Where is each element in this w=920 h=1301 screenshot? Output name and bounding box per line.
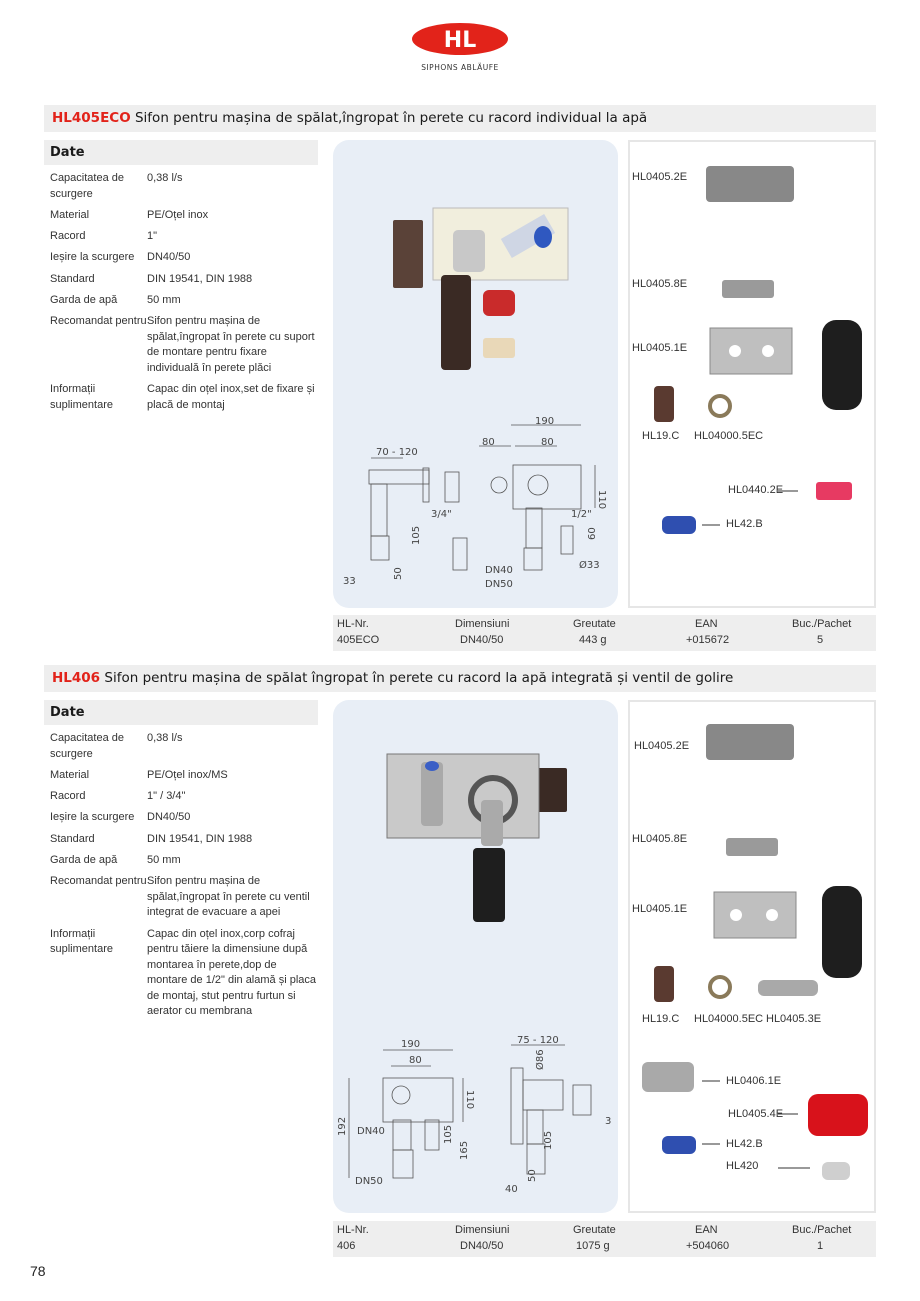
spec-row bbox=[50, 768, 318, 784]
spec-row bbox=[50, 927, 318, 1020]
accessory-image bbox=[710, 977, 730, 997]
accessories-panel bbox=[628, 700, 876, 1213]
spec-row bbox=[50, 293, 318, 309]
accessory-label: HL42.B bbox=[726, 1138, 763, 1150]
accessory-label: HL0405.8E bbox=[632, 278, 688, 290]
table-cell: DN40/50 bbox=[460, 1240, 504, 1252]
dim-label: DN50 bbox=[485, 579, 513, 590]
dim-label: 50 bbox=[393, 567, 404, 580]
spec-row bbox=[50, 250, 318, 266]
table-header: Dimensiuni bbox=[455, 1224, 510, 1236]
siphon-photo bbox=[387, 754, 567, 922]
accessory-image bbox=[822, 886, 862, 978]
dim-label: DN50 bbox=[355, 1176, 383, 1187]
brand-subtitle: SIPHONS ABLÄUFE bbox=[421, 63, 499, 72]
spec-row bbox=[50, 874, 318, 921]
dim-label: DN40 bbox=[357, 1126, 385, 1137]
accessory-label: HL0405.4E bbox=[728, 1108, 784, 1120]
accessory-image bbox=[822, 1162, 850, 1180]
spec-label: Informații suplimentare bbox=[50, 383, 113, 411]
spec-label: Ieșire la scurgere bbox=[50, 251, 135, 264]
dim-label: 110 bbox=[596, 490, 607, 510]
spec-row bbox=[50, 853, 318, 869]
product-illustration bbox=[333, 140, 618, 608]
spec-value: 1" bbox=[147, 230, 158, 243]
accessory-image bbox=[662, 1136, 696, 1154]
spec-value: DN40/50 bbox=[147, 811, 191, 824]
accessory-images bbox=[630, 702, 874, 1211]
accessory-image bbox=[722, 280, 774, 298]
drawing-dimensions bbox=[337, 1035, 611, 1195]
accessory-image bbox=[758, 980, 818, 996]
spec-label: Recomandat pentru bbox=[50, 875, 147, 888]
specs-list bbox=[50, 731, 318, 1025]
dim-label: 70 - 120 bbox=[376, 447, 418, 458]
spec-label: Racord bbox=[50, 230, 86, 243]
page-number: 78 bbox=[30, 1263, 46, 1279]
spec-value: 0,38 l/s bbox=[147, 172, 183, 184]
table-header: Greutate bbox=[573, 618, 616, 630]
table-header: HL-Nr. bbox=[337, 618, 369, 630]
accessory-label: HL0406.1E bbox=[726, 1075, 782, 1087]
accessory-image bbox=[816, 482, 852, 500]
accessory-label: HL0405.2E bbox=[632, 171, 688, 183]
dim-label: 105 bbox=[411, 525, 422, 545]
dim-label: Ø33 bbox=[579, 560, 600, 571]
dim-label: Ø86 bbox=[535, 1049, 546, 1070]
table-cell: 1 bbox=[817, 1240, 824, 1252]
accessory-label: HL04000.5EC bbox=[694, 1013, 764, 1025]
product-illustration bbox=[333, 700, 618, 1213]
siphon-photo bbox=[393, 208, 568, 370]
accessory-label: HL04000.5EC bbox=[694, 430, 764, 442]
table-cell: DN40/50 bbox=[460, 634, 504, 646]
product-title: Sifon pentru mașina de spălat,îngropat în perete cu racord individual la apă bbox=[134, 110, 648, 126]
spec-row bbox=[50, 208, 318, 224]
spec-label: Material bbox=[50, 768, 90, 781]
accessory-label: HL19.C bbox=[642, 430, 680, 442]
spec-row bbox=[50, 832, 318, 848]
svg-text:HL: HL bbox=[443, 28, 477, 53]
spec-label: Racord bbox=[50, 790, 86, 803]
spec-value: 50 mm bbox=[147, 293, 181, 306]
spec-value: Capac din oțel inox,set de fixare și placă de montaj bbox=[147, 383, 315, 411]
spec-row bbox=[50, 382, 318, 413]
accessory-label: HL0405.8E bbox=[632, 833, 688, 845]
technical-drawing bbox=[349, 1045, 591, 1178]
dim-label: 33 bbox=[343, 576, 356, 587]
spec-row bbox=[50, 229, 318, 245]
dim-label: 165 bbox=[459, 1140, 470, 1160]
table-cell: +504060 bbox=[686, 1240, 730, 1252]
table-cell: 406 bbox=[337, 1240, 356, 1252]
table-header: EAN bbox=[695, 1224, 718, 1236]
dim-label: 50 bbox=[527, 1169, 538, 1182]
table-cell: +015672 bbox=[686, 634, 730, 646]
accessory-label: HL19.C bbox=[642, 1013, 680, 1025]
accessory-label: HL0440.2E bbox=[728, 484, 784, 496]
accessory-image bbox=[822, 320, 862, 410]
dim-label: 3 bbox=[605, 1116, 612, 1127]
accessory-label: HL42.B bbox=[726, 518, 763, 530]
accessory-image bbox=[662, 516, 696, 534]
spec-row bbox=[50, 810, 318, 826]
table-header: Dimensiuni bbox=[455, 618, 510, 630]
accessory-image bbox=[808, 1094, 868, 1136]
spec-row bbox=[50, 171, 318, 202]
dim-label: 80 bbox=[541, 437, 554, 448]
spec-label: Ieșire la scurgere bbox=[50, 811, 135, 824]
spec-row bbox=[50, 314, 318, 376]
dim-label: 75 - 120 bbox=[517, 1035, 559, 1046]
dim-label: 40 bbox=[505, 1184, 518, 1195]
dim-label: 1/2" bbox=[571, 509, 592, 520]
spec-value: 1" / 3/4" bbox=[147, 790, 186, 803]
spec-label: Garda de apă bbox=[50, 293, 118, 306]
spec-value: DN40/50 bbox=[147, 251, 191, 264]
product-code: HL406 bbox=[52, 670, 101, 686]
accessories-panel bbox=[628, 140, 876, 608]
drawing-dimensions bbox=[343, 416, 607, 590]
dim-label: 190 bbox=[535, 416, 555, 427]
table-header: Buc./Pachet bbox=[792, 618, 852, 630]
table-cell: 5 bbox=[817, 634, 824, 646]
spec-value: 0,38 l/s bbox=[147, 732, 183, 744]
product-title-bar bbox=[44, 665, 876, 692]
accessory-label: HL0405.1E bbox=[632, 342, 688, 354]
product-code: HL405ECO bbox=[52, 110, 131, 126]
specs-heading: Date bbox=[44, 140, 318, 165]
accessory-image bbox=[710, 328, 792, 374]
accessory-image bbox=[642, 1062, 694, 1092]
product-table bbox=[333, 615, 876, 651]
spec-value: PE/Oțel inox bbox=[147, 208, 209, 221]
spec-label: Garda de apă bbox=[50, 853, 118, 866]
dim-label: 105 bbox=[443, 1124, 454, 1144]
accessory-image bbox=[706, 166, 794, 202]
table-header: Greutate bbox=[573, 1224, 616, 1236]
spec-value: Capac din oțel inox,corp cofraj pentru tăiere la dimensiune după montarea în perete,dop de montare de 1/2" din alamă și placa de montaj, stut pentru furtun si aerator cu membrana bbox=[147, 927, 317, 1018]
hl-logo bbox=[411, 22, 509, 56]
spec-label: Standard bbox=[50, 272, 95, 285]
accessory-image bbox=[710, 396, 730, 416]
specs-list bbox=[50, 171, 318, 419]
spec-label: Recomandat pentru bbox=[50, 315, 147, 328]
spec-row bbox=[50, 789, 318, 805]
spec-label: Informații suplimentare bbox=[50, 927, 113, 956]
spec-value: DIN 19541, DIN 1988 bbox=[147, 272, 253, 285]
accessory-image bbox=[706, 724, 794, 760]
spec-row bbox=[50, 272, 318, 288]
dim-label: 80 bbox=[482, 437, 495, 448]
accessory-image bbox=[654, 386, 674, 422]
accessory-label: HL0405.3E bbox=[766, 1013, 822, 1025]
spec-value: Sifon pentru mașina de spălat,îngropat în perete cu ventil integrat de evacuare a apei bbox=[147, 875, 310, 919]
product-image-panel bbox=[333, 700, 618, 1213]
dim-label: 60 bbox=[587, 527, 598, 540]
accessory-image bbox=[726, 838, 778, 856]
dim-label: 105 bbox=[543, 1130, 554, 1150]
spec-value: 50 mm bbox=[147, 853, 181, 866]
dim-label: 80 bbox=[409, 1055, 422, 1066]
product-title: Sifon pentru mașina de spălat îngropat în perete cu racord la apă integrată și ventil de golire bbox=[104, 670, 734, 686]
accessory-label: HL0405.2E bbox=[634, 740, 690, 752]
accessory-images bbox=[630, 142, 874, 606]
table-cell: 405ECO bbox=[337, 634, 380, 646]
table-header: Buc./Pachet bbox=[792, 1224, 852, 1236]
accessory-label: HL420 bbox=[726, 1160, 759, 1172]
product-image-panel bbox=[333, 140, 618, 608]
table-header: EAN bbox=[695, 618, 718, 630]
table-header: HL-Nr. bbox=[337, 1224, 369, 1236]
spec-label: Capacitatea de scurgere bbox=[50, 172, 124, 200]
accessory-image bbox=[654, 966, 674, 1002]
table-cell: 443 g bbox=[579, 634, 607, 646]
specs-heading: Date bbox=[44, 700, 318, 725]
accessory-image bbox=[714, 892, 796, 938]
dim-label: 190 bbox=[401, 1039, 421, 1050]
dim-label: 192 bbox=[337, 1116, 348, 1136]
dim-label: DN40 bbox=[485, 565, 513, 576]
spec-value: Sifon pentru mașina de spălat,îngropat în perete cu suport de montare pentru fixare individuală în perete plăci bbox=[147, 315, 315, 374]
table-cell: 1075 g bbox=[576, 1240, 610, 1252]
spec-label: Standard bbox=[50, 832, 95, 845]
dim-label: 110 bbox=[464, 1090, 475, 1110]
accessory-label: HL0405.1E bbox=[632, 903, 688, 915]
spec-value: PE/Oțel inox/MS bbox=[147, 768, 228, 781]
product-title-bar bbox=[44, 105, 876, 132]
spec-value: DIN 19541, DIN 1988 bbox=[147, 832, 253, 845]
product-table bbox=[333, 1221, 876, 1257]
spec-label: Capacitatea de scurgere bbox=[50, 732, 124, 760]
spec-label: Material bbox=[50, 208, 90, 221]
spec-row bbox=[50, 731, 318, 762]
dim-label: 3/4" bbox=[431, 509, 452, 520]
